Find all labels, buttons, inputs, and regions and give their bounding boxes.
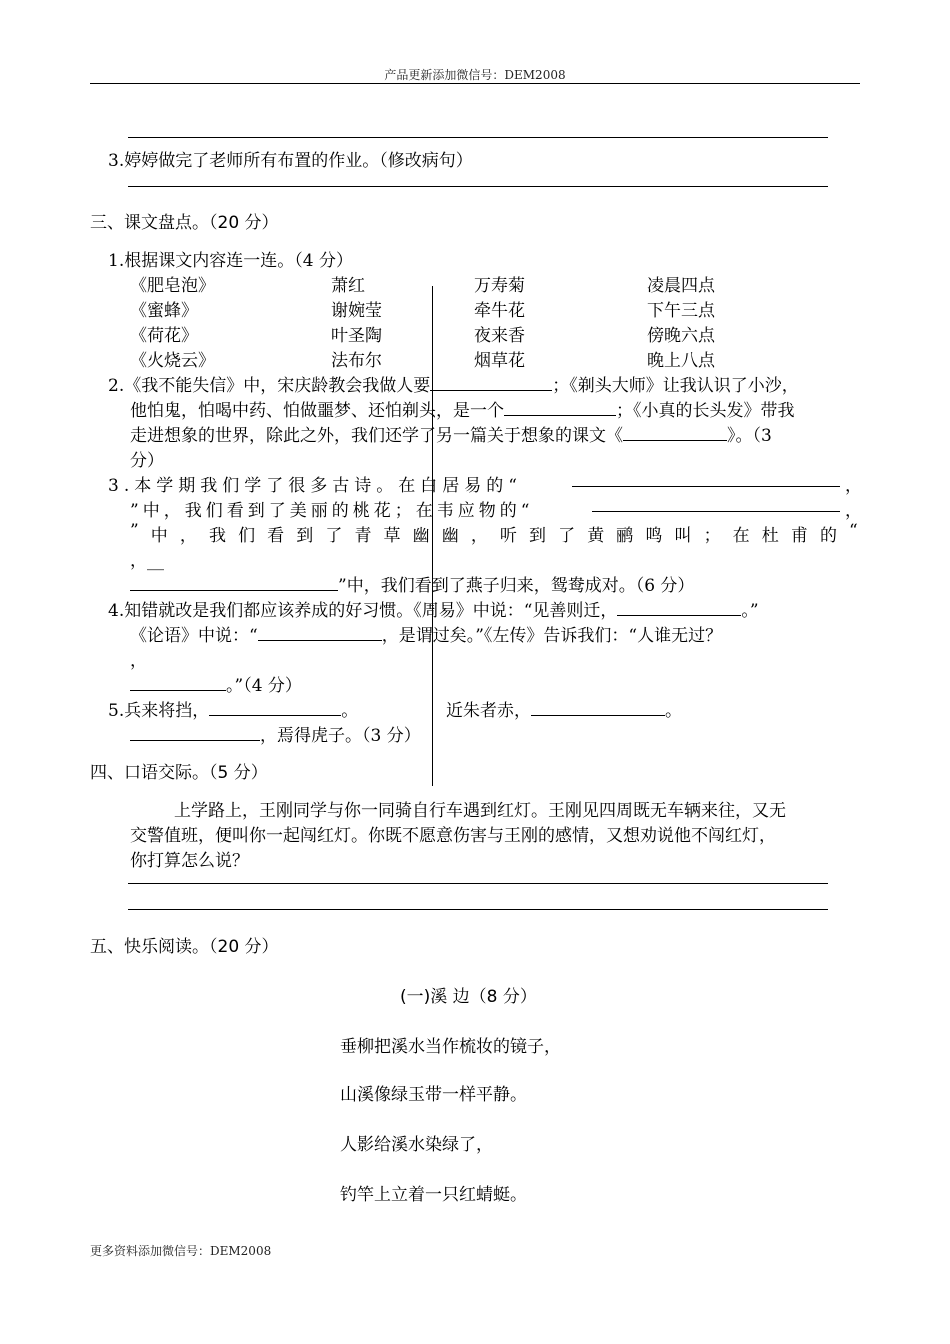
question-text: 。 bbox=[665, 701, 682, 721]
flower-name[interactable]: 牵牛花 bbox=[474, 301, 525, 321]
section3-title: 三、课文盘点。（20 分） bbox=[90, 213, 279, 233]
poem-title: (一)溪 边（8 分） bbox=[400, 987, 537, 1007]
question-text: ， bbox=[845, 501, 862, 521]
question-text: 。”（4 分） bbox=[226, 676, 302, 696]
question-text: 。 bbox=[341, 701, 359, 721]
question-5-line bbox=[130, 721, 421, 746]
char: ” bbox=[130, 521, 139, 541]
question-3-justified-line bbox=[130, 521, 858, 546]
char: ， bbox=[470, 526, 488, 546]
fill-blank[interactable] bbox=[130, 725, 260, 741]
char: 甫 bbox=[790, 526, 808, 546]
question-text: ”中，我们看到了美丽的桃花；在韦应物的“ bbox=[130, 501, 534, 521]
fill-blank[interactable] bbox=[617, 600, 741, 616]
answer-line[interactable] bbox=[128, 883, 828, 884]
paragraph-line: 交警值班，便叫你一起闯红灯。你既不愿意伤害与王刚的感情，又想劝说他不闯红灯， bbox=[130, 826, 776, 846]
fill-blank[interactable] bbox=[504, 400, 616, 416]
char: “ bbox=[849, 521, 858, 541]
fill-blank[interactable] bbox=[531, 700, 665, 716]
question-text: 4.知错就改是我们都应该养成的好习惯。《周易》中说：“见善则迁， bbox=[108, 601, 618, 621]
author-name[interactable]: 法布尔 bbox=[331, 351, 382, 371]
question-4-line bbox=[130, 621, 722, 646]
flower-name[interactable]: 万寿菊 bbox=[474, 276, 525, 296]
char: 了 bbox=[558, 526, 576, 546]
book-title[interactable]: 《荷花》 bbox=[130, 326, 198, 346]
answer-line[interactable] bbox=[128, 137, 828, 138]
question-text: 。” bbox=[741, 601, 759, 621]
paragraph-line: 你打算怎么说？ bbox=[130, 851, 249, 871]
question-text: 2.《我不能失信》中，宋庆龄教会我做人要 bbox=[108, 376, 431, 396]
char: 杜 bbox=[761, 526, 779, 546]
poem-line: 垂柳把溪水当作梳妆的镜子， bbox=[340, 1037, 561, 1057]
flower-name[interactable]: 烟草花 bbox=[474, 351, 525, 371]
bloom-time[interactable]: 傍晚六点 bbox=[647, 326, 715, 346]
fill-blank[interactable] bbox=[209, 700, 341, 716]
fill-blank[interactable] bbox=[572, 471, 840, 487]
question-3-line bbox=[108, 471, 522, 496]
matching-prompt: 1.根据课文内容连一连。（4 分） bbox=[108, 251, 353, 271]
question-text: ，是谓过矣。”《左传》告诉我们：“人谁无过？ bbox=[381, 626, 723, 646]
question-text: ”中，我们看到了燕子归来，鸳鸯成对。（6 分） bbox=[338, 576, 695, 596]
question-3-line bbox=[130, 496, 533, 521]
char: ； bbox=[703, 526, 721, 546]
fill-blank[interactable] bbox=[592, 496, 840, 512]
question-5-line bbox=[108, 696, 358, 721]
book-title[interactable]: 《肥皂泡》 bbox=[130, 276, 215, 296]
answer-line[interactable] bbox=[128, 186, 828, 187]
poem-line: 钓竿上立着一只红蜻蜓。 bbox=[340, 1185, 527, 1205]
char: 鸣 bbox=[645, 526, 663, 546]
char: 的 bbox=[819, 526, 837, 546]
char: 幽 bbox=[412, 526, 430, 546]
question-5-line bbox=[446, 696, 682, 721]
char: 中 bbox=[150, 526, 168, 546]
fill-blank[interactable] bbox=[623, 425, 727, 441]
question-text: 近朱者赤， bbox=[446, 701, 531, 721]
question-4-line bbox=[108, 596, 759, 621]
question-text: ， bbox=[130, 651, 147, 671]
sentence-correction-question: 3.婷婷做完了老师所有布置的作业。（修改病句） bbox=[108, 151, 473, 171]
question-text: 走进想象的世界，除此之外，我们还学了另一篇关于想象的课文《 bbox=[130, 426, 623, 446]
header-divider bbox=[90, 83, 860, 84]
fill-blank[interactable] bbox=[430, 375, 552, 391]
book-title[interactable]: 《火烧云》 bbox=[130, 351, 215, 371]
poem-line: 山溪像绿玉带一样平静。 bbox=[340, 1085, 527, 1105]
char: 看 bbox=[267, 526, 285, 546]
flower-name[interactable]: 夜来香 bbox=[474, 326, 525, 346]
bloom-time[interactable]: 下午三点 bbox=[647, 301, 715, 321]
char: 了 bbox=[325, 526, 343, 546]
question-text: ， bbox=[845, 476, 862, 496]
char: 听 bbox=[499, 526, 517, 546]
fill-blank[interactable] bbox=[258, 625, 382, 641]
section5-title: 五、快乐阅读。（20 分） bbox=[90, 937, 279, 957]
question-text: 他怕鬼，怕喝中药、怕做噩梦、还怕剃头，是一个 bbox=[130, 401, 504, 421]
char: 幽 bbox=[441, 526, 459, 546]
char: 在 bbox=[732, 526, 750, 546]
fill-blank[interactable] bbox=[130, 675, 226, 691]
author-name[interactable]: 萧红 bbox=[331, 276, 365, 296]
question-text: 》。（3 bbox=[727, 426, 772, 446]
char: 到 bbox=[296, 526, 314, 546]
author-name[interactable]: 谢婉莹 bbox=[331, 301, 382, 321]
author-name[interactable]: 叶圣陶 bbox=[331, 326, 382, 346]
question-4-line bbox=[130, 671, 302, 696]
question-3-line bbox=[130, 571, 694, 596]
book-title[interactable]: 《蜜蜂》 bbox=[130, 301, 198, 321]
char: 鹂 bbox=[616, 526, 634, 546]
question-text: ，焉得虎子。（3 分） bbox=[260, 726, 421, 746]
char: 我 bbox=[208, 526, 226, 546]
char: 叫 bbox=[674, 526, 692, 546]
char: ， bbox=[179, 526, 197, 546]
char: 草 bbox=[383, 526, 401, 546]
char: 到 bbox=[529, 526, 547, 546]
question-text: ；《小真的长头发》带我 bbox=[616, 401, 795, 421]
char: 黄 bbox=[587, 526, 605, 546]
page-header: 产品更新添加微信号：DEM2008 bbox=[384, 68, 566, 82]
question-2-line bbox=[130, 421, 772, 446]
question-2-line bbox=[108, 371, 799, 396]
paragraph-line: 上学路上，王刚同学与你一同骑自行车遇到红灯。王刚见四周既无车辆来往，又无 bbox=[174, 801, 786, 821]
question-text: 3.本学期我们学了很多古诗。在白居易的“ bbox=[108, 476, 522, 496]
question-text: ；《剃头大师》让我认识了小沙， bbox=[552, 376, 799, 396]
question-2-line bbox=[130, 396, 795, 421]
char: 们 bbox=[238, 526, 256, 546]
bloom-time[interactable]: 凌晨四点 bbox=[647, 276, 715, 296]
poem-line: 人影给溪水染绿了， bbox=[340, 1135, 493, 1155]
fill-blank[interactable] bbox=[130, 575, 338, 591]
page-footer: 更多资料添加微信号：DEM2008 bbox=[90, 1244, 272, 1258]
question-text: ，__ bbox=[130, 551, 164, 571]
question-text: 《论语》中说：“ bbox=[130, 626, 258, 646]
question-2-line: 分） bbox=[130, 451, 164, 471]
char: 青 bbox=[354, 526, 372, 546]
question-text: 5.兵来将挡， bbox=[108, 701, 210, 721]
section4-title: 四、口语交际。（5 分） bbox=[90, 763, 268, 783]
bloom-time[interactable]: 晚上八点 bbox=[647, 351, 715, 371]
answer-line[interactable] bbox=[128, 909, 828, 910]
